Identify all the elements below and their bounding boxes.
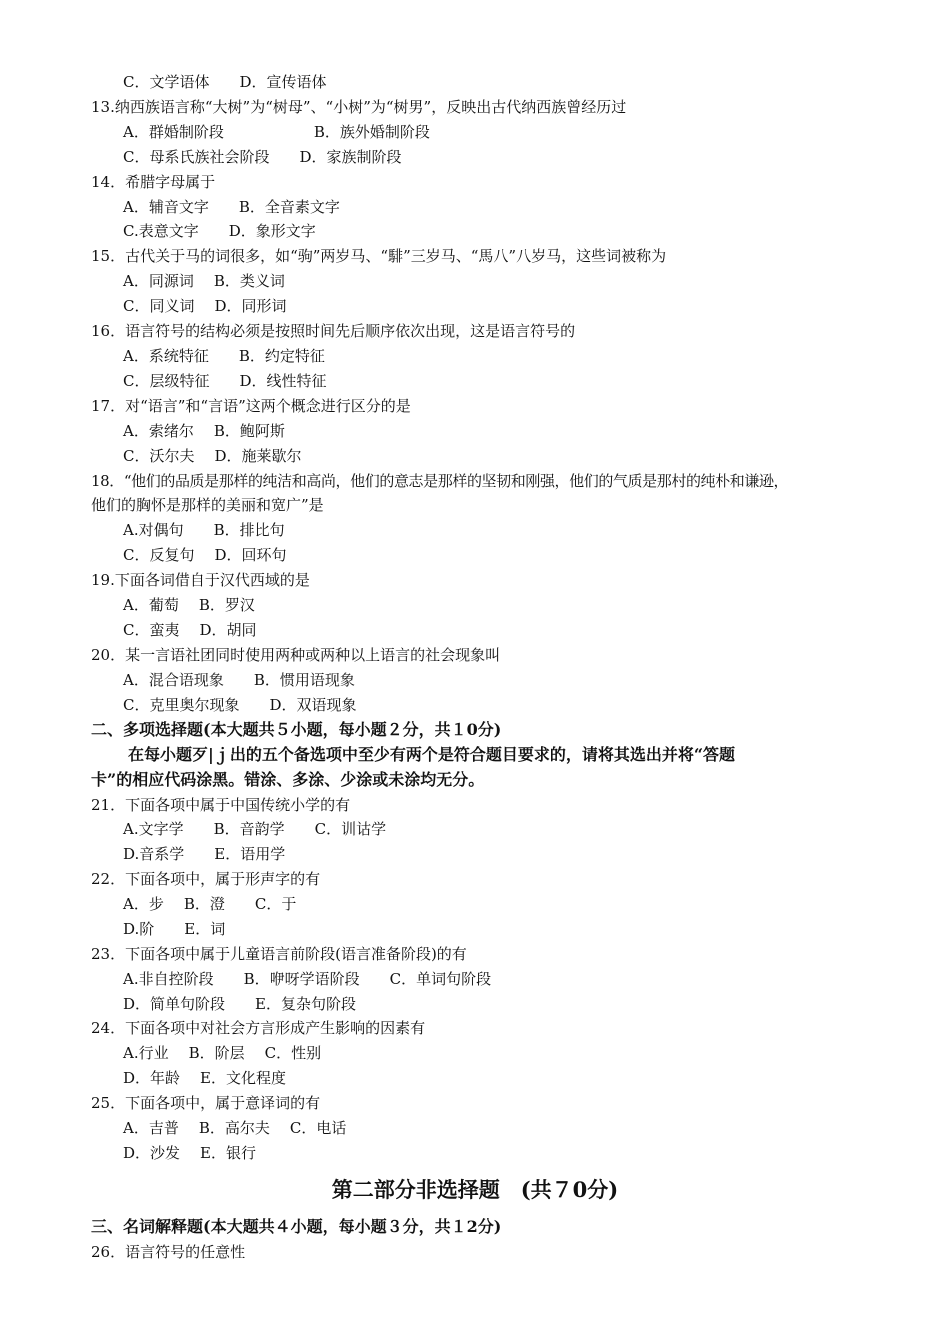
q23-stem: 23．下面各项中属于儿童语言前阶段(语言准备阶段)的有 — [91, 945, 467, 963]
q18-stem-line2: 他们的胸怀是那样的美丽和宽广”是 — [91, 496, 324, 514]
q26-stem: 26．语言符号的任意性 — [91, 1243, 246, 1261]
q24-stem: 24．下面各项中对社会方言形成产生影响的因素有 — [91, 1019, 426, 1037]
q13-option-b: B．族外婚制阶段 — [313, 123, 430, 141]
q22-options-de — [123, 919, 225, 939]
q20-options-cd — [123, 695, 357, 715]
q21-option-c: C．训诂学 — [314, 820, 387, 838]
q20-option-b: B．惯用语现象 — [253, 671, 355, 689]
q22-option-e: E．词 — [184, 920, 226, 938]
q19-option-d: D．胡同 — [199, 621, 257, 639]
q17-options-cd — [123, 446, 302, 466]
q22-option-d: D.阶 — [123, 920, 155, 938]
q21-options-de — [123, 844, 285, 864]
section2-heading: 二、多项选择题(本大题共５小题，每小题２分，共１0分) — [91, 720, 502, 739]
q14-stem: 14．希腊字母属于 — [91, 173, 216, 191]
q20-option-d: D．双语现象 — [269, 696, 357, 714]
q15-options-ab — [123, 271, 285, 291]
q18-option-b: B．排比句 — [213, 521, 285, 539]
q21-option-b: B．音韵学 — [213, 820, 285, 838]
q23-option-d: D．简单句阶段 — [123, 995, 226, 1013]
q22-stem: 22．下面各项中，属于形声字的有 — [91, 870, 321, 888]
q18-options-cd — [123, 545, 287, 565]
q13-option-a: A．群婚制阶段 — [123, 123, 224, 141]
q16-option-b: B．约定特征 — [238, 347, 325, 365]
section2-instruction-line1: 在每小题歹|ｊ出的五个备选项中至少有两个是符合题目要求的，请将其选出并将“答题 — [128, 745, 736, 764]
q23-option-b: B．咿呀学语阶段 — [243, 970, 360, 988]
q16-option-d: D．线性特征 — [239, 372, 327, 390]
q22-option-c: C．于 — [254, 895, 297, 913]
q18-option-d: D．回环句 — [214, 546, 287, 564]
q22-option-b: B．澄 — [183, 895, 225, 913]
q17-options-ab — [123, 421, 285, 441]
q25-options-de — [123, 1143, 256, 1163]
q13-option-c: C．母系氏族社会阶段 — [123, 148, 270, 166]
q18-stem-line1: 18．“他们的品质是那样的纯洁和高尚，他们的意志是那样的坚韧和刚强，他们的气质是那村的纯朴和谦逊， — [91, 472, 789, 490]
q15-option-a: A．同源词 — [123, 272, 194, 290]
q22-option-a: A．步 — [123, 895, 164, 913]
q16-options-cd — [123, 371, 327, 391]
q17-option-c: C．沃尔夫 — [123, 447, 195, 465]
q13-stem: 13.纳西族语言称“大树”为“树母”、“小树”为“树男”，反映出古代纳西族曾经历过 — [91, 98, 627, 116]
q15-stem: 15．古代关于马的词很多，如“驹”两岁马、“騑”三岁马、“馬八”八岁马，这些词被称为 — [91, 247, 667, 265]
q17-option-a: A．索绪尔 — [123, 422, 194, 440]
q23-option-e: E．复杂句阶段 — [255, 995, 356, 1013]
q19-option-a: A．葡萄 — [123, 596, 179, 614]
q13-option-d: D．家族制阶段 — [299, 148, 402, 166]
q16-options-ab — [123, 346, 325, 366]
q12-options-cd — [123, 72, 327, 92]
q19-options-cd — [123, 620, 257, 640]
q25-option-c: C．电话 — [289, 1119, 347, 1137]
q16-stem: 16．语言符号的结构必须是按照时间先后顺序依次出现，这是语言符号的 — [91, 322, 576, 340]
q19-option-c: C．蛮夷 — [123, 621, 180, 639]
q21-option-e: E．语用学 — [214, 845, 286, 863]
q24-options-de — [123, 1068, 286, 1088]
q19-stem: 19.下面各词借自于汉代西域的是 — [91, 571, 310, 589]
q20-stem: 20．某一言语社团同时使用两种或两种以上语言的社会现象叫 — [91, 646, 501, 664]
q21-options-abc — [123, 819, 386, 839]
q16-option-c: C．层级特征 — [123, 372, 210, 390]
q13-options-ab — [123, 122, 430, 142]
q24-option-e: E．文化程度 — [200, 1069, 286, 1087]
q25-option-e: E．银行 — [200, 1144, 256, 1162]
q21-option-a: A.文字学 — [123, 820, 184, 838]
q25-stem: 25．下面各项中，属于意译词的有 — [91, 1094, 321, 1112]
q20-option-a: A．混合语现象 — [123, 671, 224, 689]
q21-option-d: D.音系学 — [123, 845, 185, 863]
q15-options-cd — [123, 296, 287, 316]
q23-options-abc — [123, 969, 491, 989]
q15-option-b: B．类义词 — [213, 272, 285, 290]
q12-option-d: D．宣传语体 — [239, 73, 327, 91]
q16-option-a: A．系统特征 — [123, 347, 209, 365]
q15-option-d: D．同形词 — [214, 297, 287, 315]
q19-option-b: B．罗汉 — [198, 596, 255, 614]
q18-option-a: A.对偶句 — [123, 521, 184, 539]
q19-options-ab — [123, 595, 255, 615]
q25-options-abc — [123, 1118, 346, 1138]
q24-option-c: C．性别 — [264, 1044, 322, 1062]
q23-options-de — [123, 994, 356, 1014]
q14-options-cd — [123, 221, 316, 241]
q12-option-c: C．文学语体 — [123, 73, 210, 91]
q13-options-cd — [123, 147, 402, 167]
q21-stem: 21．下面各项中属于中国传统小学的有 — [91, 796, 351, 814]
q24-option-a: A.行业 — [123, 1044, 169, 1062]
q25-option-a: A．吉普 — [123, 1119, 179, 1137]
q14-option-c: C.表意文字 — [123, 222, 199, 240]
q24-option-b: B．阶层 — [188, 1044, 245, 1062]
q22-options-abc — [123, 894, 296, 914]
q14-option-a: A．辅音文字 — [123, 198, 209, 216]
q17-stem: 17．对“语言”和“言语”这两个概念进行区分的是 — [91, 397, 411, 415]
q17-option-b: B．鲍阿斯 — [213, 422, 285, 440]
q15-option-c: C．同义词 — [123, 297, 195, 315]
q14-option-b: B．全音素文字 — [238, 198, 340, 216]
q18-option-c: C．反复句 — [123, 546, 195, 564]
q20-options-ab — [123, 670, 355, 690]
part2-title: 第二部分非选择题 (共７0分) — [331, 1177, 619, 1202]
q25-option-b: B．高尔夫 — [198, 1119, 270, 1137]
q23-option-a: A.非自控阶段 — [123, 970, 214, 988]
section3-heading: 三、名词解释题(本大题共４小题，每小题３分，共１2分) — [91, 1217, 502, 1236]
q25-option-d: D．沙发 — [123, 1144, 181, 1162]
q14-option-d: D．象形文字 — [228, 222, 316, 240]
q17-option-d: D．施莱歇尔 — [214, 447, 302, 465]
section2-instruction-line2: 卡”的相应代码涂黑。错涂、多涂、少涂或未涂均无分。 — [91, 770, 485, 789]
q24-options-abc — [123, 1043, 321, 1063]
q20-option-c: C．克里奥尔现象 — [123, 696, 240, 714]
q18-options-ab — [123, 520, 285, 540]
q23-option-c: C．单词句阶段 — [389, 970, 492, 988]
q24-option-d: D．年龄 — [123, 1069, 181, 1087]
q14-options-ab — [123, 197, 340, 217]
